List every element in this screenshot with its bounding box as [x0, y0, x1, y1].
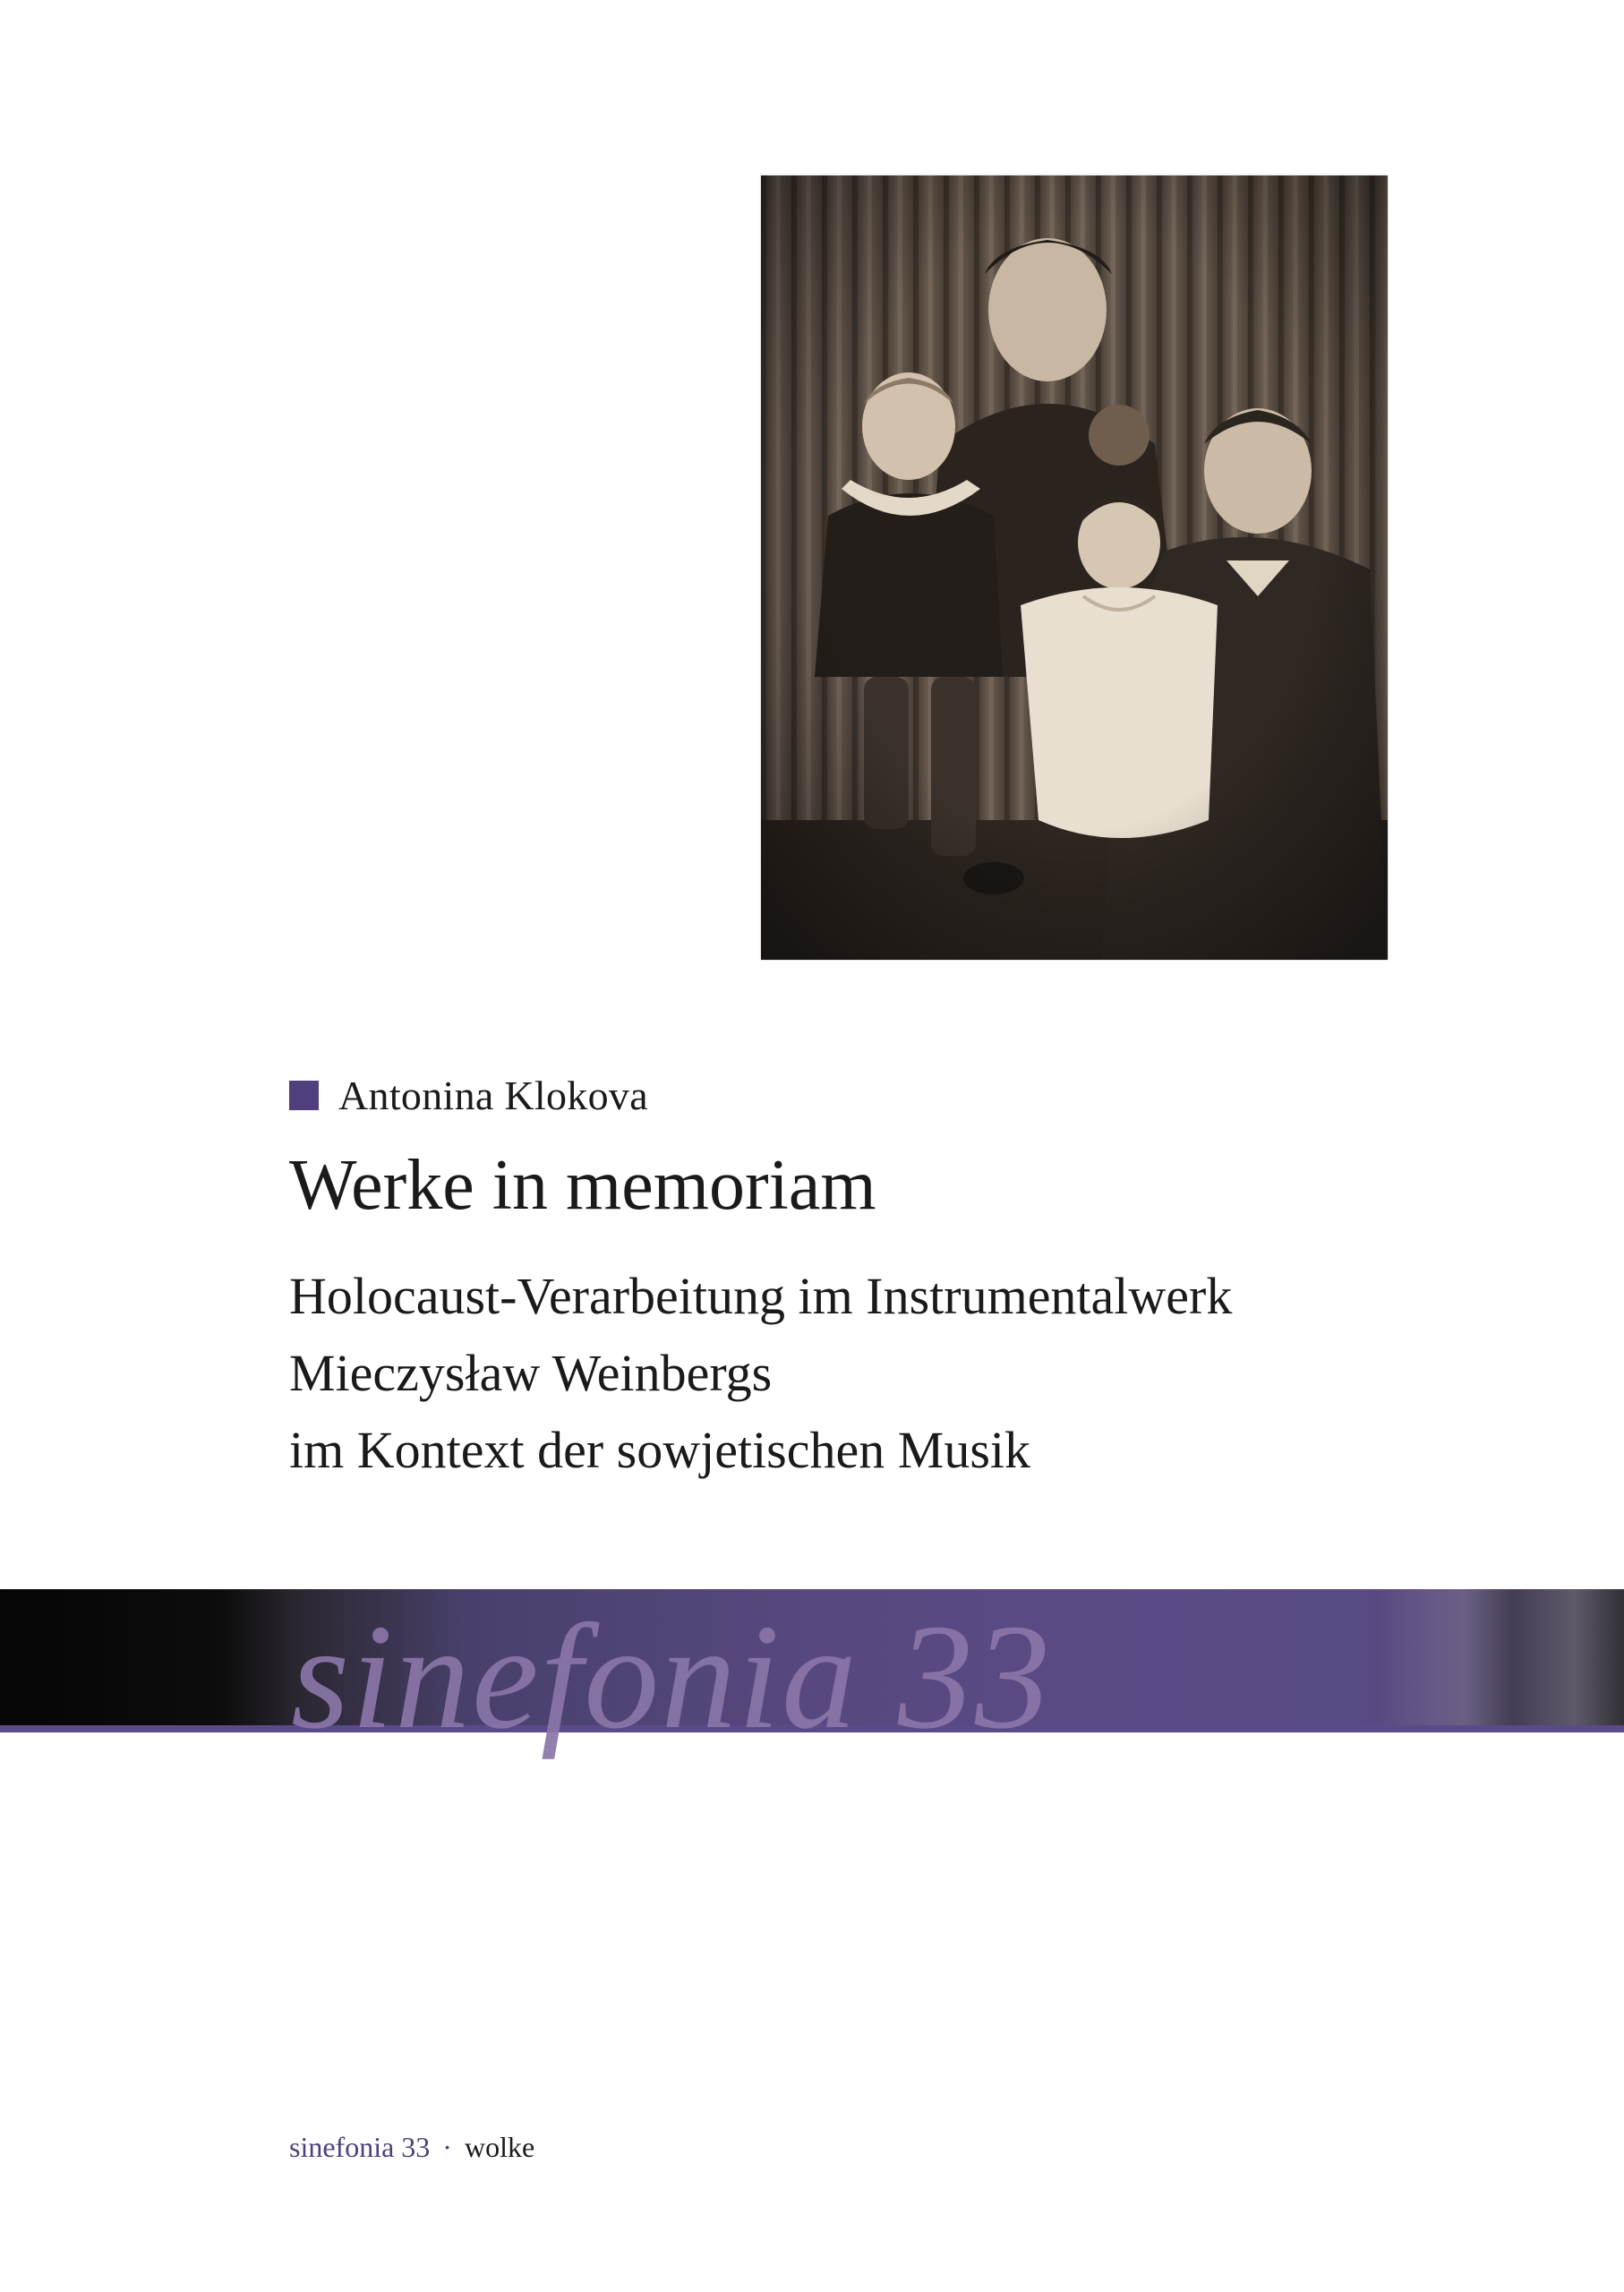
subtitle-line: im Kontext der sowjetischen Musik	[289, 1421, 1031, 1479]
accent-square-icon	[289, 1081, 319, 1110]
subtitle-line: Holocaust-Verarbeitung im Instrumentalwerk	[289, 1267, 1233, 1325]
subtitle-line: Mieczysław Weinbergs	[289, 1344, 773, 1402]
cover-photo	[761, 175, 1388, 960]
family-portrait-photo	[761, 175, 1388, 960]
book-title: Werke in memoriam	[289, 1146, 876, 1225]
author-name: Antonina Klokova	[338, 1072, 648, 1118]
footer-series: sinefonia 33	[289, 2131, 431, 2163]
series-title: sinefonia 33	[291, 1594, 1052, 1760]
book-subtitle	[289, 1258, 1232, 1489]
footer-separator: ·	[442, 2131, 452, 2163]
footer-publisher: wolke	[464, 2131, 535, 2163]
footer	[289, 2129, 534, 2165]
author-row	[289, 1064, 648, 1126]
series-band-photo-strip	[1379, 1589, 1624, 1732]
